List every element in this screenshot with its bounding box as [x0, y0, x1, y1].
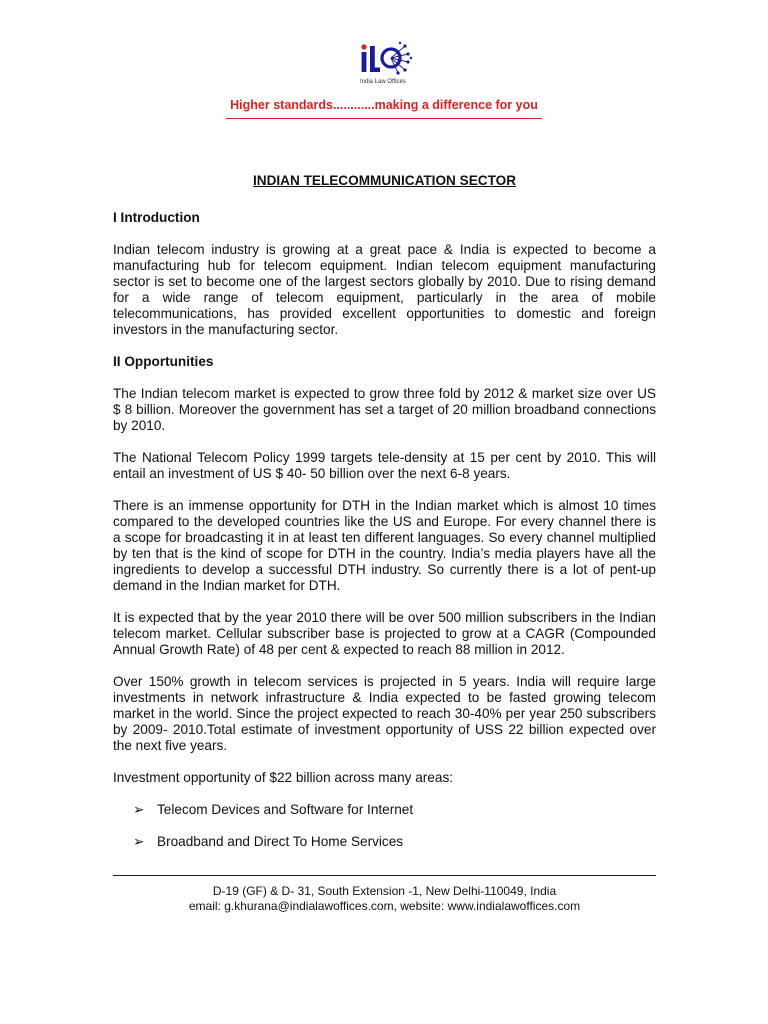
list-item	[113, 802, 656, 818]
footer-address: D-19 (GF) & D- 31, South Extension -1, New Delhi-110049, India	[212, 884, 557, 898]
list-item-text: Telecom Devices and Software for Internet	[157, 802, 414, 817]
paragraph: The National Telecom Policy 1999 targets tele-density at 15 per cent by 2010. This will entail an investment of US $ 40- 50 billion over the next 6-8 years.	[113, 450, 656, 481]
paragraph: Indian telecom industry is growing at a great pace & India is expected to become a manufacturing hub for telecom equipment. Indian telecom equipment manufacturing sector is set to become one of the largest sectors globally by 2010. Due to rising demand for a wide range of telecom equipment, particularly in the area of mobile telecommunications, has provided excellent opportunities to domestic and foreign investors in the manufacturing sector.	[113, 242, 656, 337]
section-heading-introduction: I Introduction	[113, 210, 200, 225]
section-heading-opportunities: II Opportunities	[113, 354, 214, 369]
tagline-divider	[226, 118, 542, 119]
logo-caption: India Law Offices	[360, 79, 406, 85]
document-title: INDIAN TELECOMMUNICATION SECTOR	[252, 173, 517, 188]
footer-contact: email: g.khurana@indialawoffices.com, website: www.indialawoffices.com	[188, 899, 581, 913]
paragraph: There is an immense opportunity for DTH in the Indian market which is almost 10 times compared to the developed countries like the US and Europe. For every channel there is a scope for broadcasting it in at least ten different languages. So every channel multiplied by ten that is the kind of scope for DTH in the country. India’s media players have all the ingredients to develop a successful DTH industry. So currently there is a lot of pent-up demand in the Indian market for DTH.	[113, 498, 656, 593]
paragraph: Over 150% growth in telecom services is projected in 5 years. India will require large investments in network infrastructure & India expected to be fasted growing telecom market in the world. Since the project expected to reach 30-40% per year 250 subscribers by 2009- 2010.Total estimate of investment opportunity of USS 22 billion expected over the next five years.	[113, 674, 656, 753]
footer-divider	[113, 875, 656, 876]
footer	[113, 884, 656, 914]
arrow-bullet-icon: ➢	[133, 834, 145, 849]
paragraph: Investment opportunity of $22 billion across many areas:	[113, 770, 454, 785]
list-item-text: Broadband and Direct To Home Services	[157, 834, 404, 849]
list-item	[113, 834, 656, 850]
ilo-logo-icon	[358, 40, 418, 80]
paragraph: It is expected that by the year 2010 there will be over 500 million subscribers in the Indian telecom market. Cellular subscriber base is projected to grow at a CAGR (Compounded Annual Growth Rate) of 48 per cent & expected to reach 88 million in 2012.	[113, 610, 656, 657]
document-body	[113, 173, 656, 850]
paragraph: The Indian telecom market is expected to grow three fold by 2012 & market size over US $ 8 billion. Moreover the government has set a target of 20 million broadband connections by 2010.	[113, 386, 656, 433]
arrow-bullet-icon: ➢	[133, 802, 145, 817]
tagline: Higher standards............making a difference for you	[230, 98, 538, 112]
bullet-list	[113, 802, 656, 850]
